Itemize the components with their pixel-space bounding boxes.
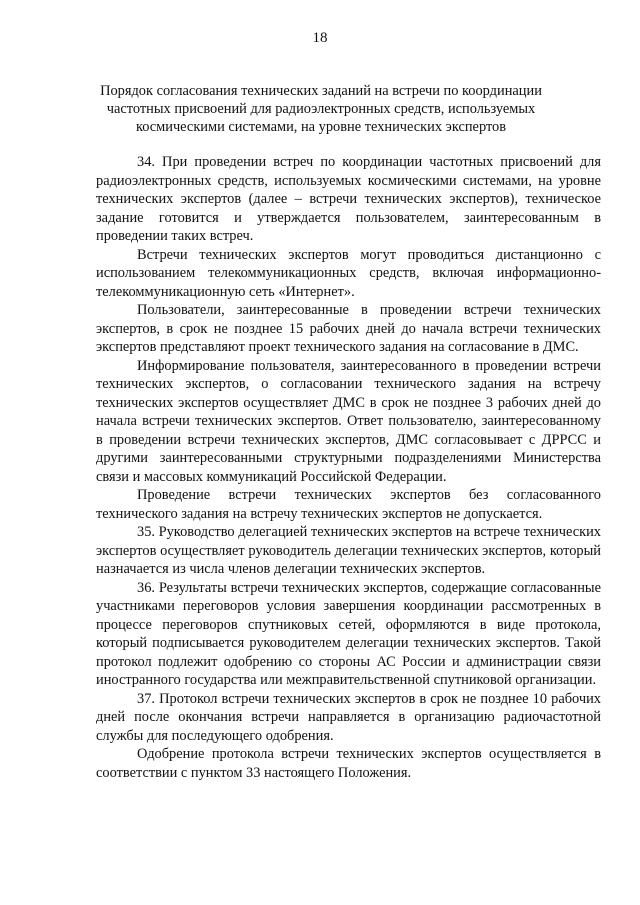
- paragraph-37: 37. Протокол встречи технических экспертов в срок не позднее 10 рабочих дней после окончания встречи направляется в организацию радиочастотной службы для последующего одобрения.: [96, 690, 601, 744]
- document-body: [96, 153, 601, 782]
- paragraph-remote-meetings: Встречи технических экспертов могут проводиться дистанционно с использованием телекоммуникационных средств, включая информационно-телекоммуникационную сеть «Интернет».: [96, 246, 601, 300]
- paragraph-35: 35. Руководство делегацией технических экспертов на встрече технических экспертов осуществляет руководитель делегации технических экспертов, который назначается из числа членов делегации технических экспертов.: [96, 524, 601, 577]
- paragraph-34: 34. При проведении встреч по координации частотных присвоений для радиоэлектронных средств, используемых космическими системами, на уровне технических экспертов (далее – встречи технических экспертов), техническое задание готовится и утверждается пользователем, заинтересованным в проведении таких встреч.: [96, 154, 601, 244]
- paragraph-notification: Информирование пользователя, заинтересованного в проведении встречи технических экспертов, о согласовании технического задания на встречу технических экспертов осуществляет ДМС в срок не позднее 3 рабочих дней до начала встречи технических экспертов. Ответ пользователю, заинтересованному в проведении встречи технических экспертов, ДМС согласовывает с ДРРСС и другими заинтересованными структурными подразделениями Министерства связи и массовых коммуникаций Российской Федерации.: [96, 357, 601, 485]
- paragraph-approval: Одобрение протокола встречи технических экспертов осуществляется в соответствии с пунктом 33 настоящего Положения.: [96, 746, 601, 781]
- paragraph-36: 36. Результаты встречи технических экспертов, содержащие согласованные участниками переговоров условия завершения координации рассмотренных в процессе переговоров спутниковых сетей, оформляются в виде протокола, который подписывается руководителем делегации технических экспертов. Такой протокол подлежит одобрению со стороны АС России и администрации связи иностранного государства или межправительственной спутниковой организации.: [96, 579, 601, 688]
- paragraph-submission-deadline: Пользователи, заинтересованные в проведении встречи технических экспертов, в срок не позднее 15 рабочих дней до начала встречи технических экспертов представляют проект технического задания на согласование в ДМС.: [96, 302, 601, 355]
- page-number: 18: [312, 30, 328, 46]
- paragraph-prohibition: Проведение встречи технических экспертов без согласованного технического задания на встречу технических экспертов не допускается.: [96, 487, 601, 522]
- section-title: Порядок согласования технических заданий на встречи по координации частотных присвоений для радиоэлектронных средств, используемых космическими системами, на уровне технических экспертов: [100, 83, 542, 135]
